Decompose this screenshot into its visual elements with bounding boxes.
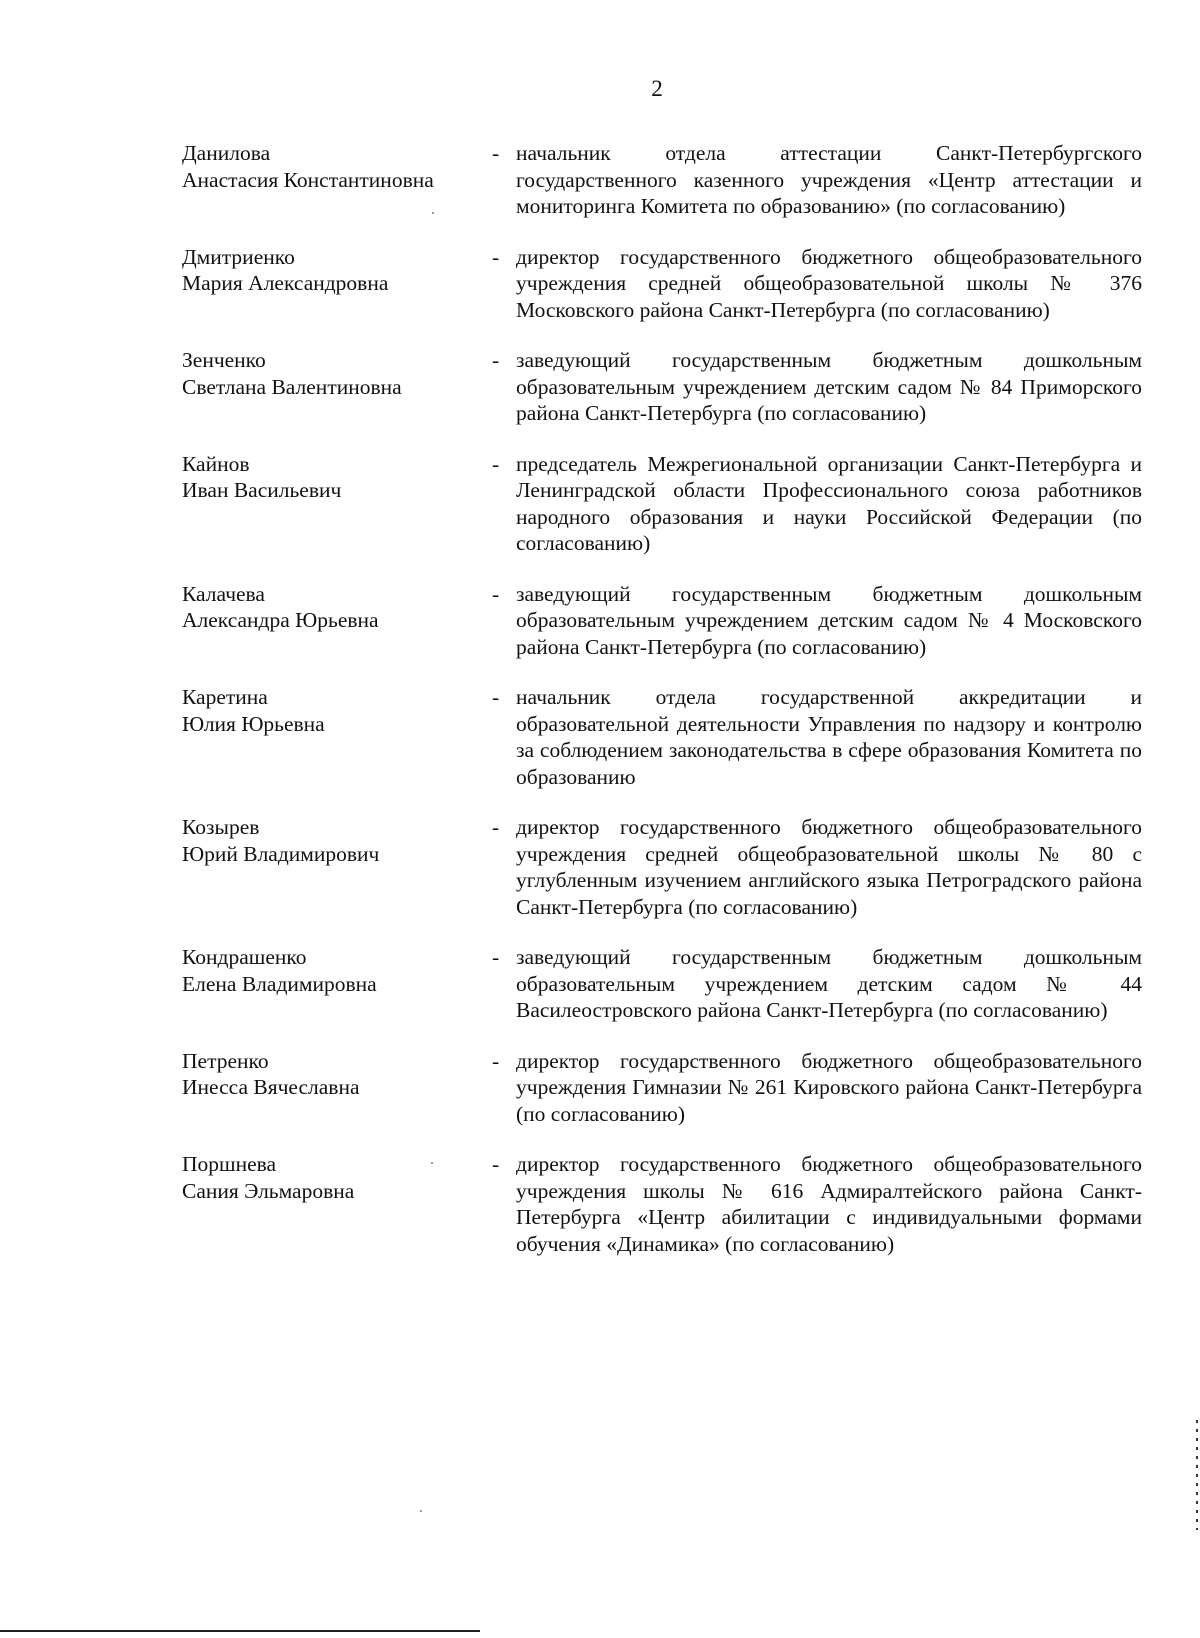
member-given-names: Юрий Владимирович <box>182 841 380 866</box>
scan-speck <box>431 1162 433 1164</box>
member-name <box>182 140 492 193</box>
member-entry <box>182 581 1142 661</box>
member-name <box>182 451 492 504</box>
member-surname: Кондрашенко <box>182 945 307 969</box>
page-number: 2 <box>651 76 663 101</box>
dash-separator: - <box>492 1152 500 1176</box>
dash-separator: - <box>492 348 500 372</box>
dash-separator: - <box>492 815 500 839</box>
dash-separator: - <box>492 945 500 969</box>
dash-separator: - <box>492 244 500 269</box>
member-name <box>182 244 492 297</box>
member-role: председатель Межрегиональной организации Санкт-Петербурга и Ленинградской области Профессионального союза работников народного образования и науки Российской Федерации (по согласованию) <box>516 451 1142 555</box>
dash-separator: - <box>492 685 500 709</box>
member-given-names: Елена Владимировна <box>182 971 377 996</box>
member-given-names: Сания Эльмаровна <box>182 1178 355 1203</box>
dash-separator: - <box>492 581 500 606</box>
member-given-names: Анастасия Константиновна <box>182 167 434 192</box>
member-entry <box>182 684 1142 790</box>
dash-separator: - <box>492 451 500 476</box>
member-name <box>182 814 492 867</box>
member-surname: Калачева <box>182 581 265 606</box>
member-given-names: Юлия Юрьевна <box>182 711 325 736</box>
member-name <box>182 347 492 400</box>
member-entry <box>182 140 1142 220</box>
member-entry <box>182 451 1142 557</box>
member-given-names: Светлана Валентиновна <box>182 374 402 399</box>
member-surname: Зенченко <box>182 348 266 372</box>
scan-speck <box>432 212 434 214</box>
member-name <box>182 944 492 997</box>
member-given-names: Александра Юрьевна <box>182 608 379 632</box>
member-entry <box>182 347 1142 427</box>
member-name <box>182 1048 492 1101</box>
member-surname: Данилова <box>182 141 271 165</box>
member-role: директор государственного бюджетного общеобразовательного учреждения Гимназии № 261 Кировского района Санкт-Петербурга (по согласованию) <box>516 1048 1142 1126</box>
member-name <box>182 1151 492 1204</box>
member-list <box>182 140 1142 1281</box>
member-entry <box>182 944 1142 1024</box>
member-role: директор государственного бюджетного общеобразовательного учреждения школы № 616 Адмиралтейского района Санкт-Петербурга «Центр абилитации с индивидуальными формами обучения «Динамика» (по согласованию) <box>516 1152 1142 1256</box>
member-entry <box>182 1048 1142 1128</box>
member-given-names: Инесса Вячеславна <box>182 1075 360 1099</box>
member-given-names: Иван Васильевич <box>182 478 342 502</box>
member-surname: Поршнева <box>182 1152 277 1176</box>
member-role: заведующий государственным бюджетным дошкольным образовательным учреждением детским садом № 44 Василеостровского района Санкт-Петербурга (по согласованию) <box>516 945 1142 1022</box>
dash-separator: - <box>492 141 500 165</box>
member-surname: Кайнов <box>182 451 250 476</box>
member-entry <box>182 814 1142 920</box>
member-role: директор государственного бюджетного общеобразовательного учреждения средней общеобразовательной школы № 376 Московского района Санкт-Петербурга (по согласованию) <box>516 244 1142 322</box>
member-role: заведующий государственным бюджетным дошкольным образовательным учреждением детским садом № 4 Московского района Санкт-Петербурга (по согласованию) <box>516 581 1142 659</box>
member-given-names: Мария Александровна <box>182 271 389 295</box>
dash-separator: - <box>492 1048 500 1073</box>
scan-speck <box>420 1510 422 1512</box>
member-surname: Петренко <box>182 1048 269 1073</box>
member-surname: Дмитриенко <box>182 244 295 269</box>
member-name <box>182 684 492 737</box>
scan-edge-marks <box>1196 1420 1198 1530</box>
member-surname: Каретина <box>182 685 268 709</box>
member-role: начальник отдела аттестации Санкт-Петербургского государственного казенного учреждения «Центр аттестации и мониторинга Комитета по образованию» (по согласованию) <box>516 141 1142 218</box>
member-role: заведующий государственным бюджетным дошкольным образовательным учреждением детским садом № 84 Приморского района Санкт-Петербурга (по согласованию) <box>516 348 1142 425</box>
member-role: директор государственного бюджетного общеобразовательного учреждения средней общеобразовательной школы № 80 с углубленным изучением английского языка Петроградского района Санкт-Петербурга (по согласованию) <box>516 815 1142 919</box>
scan-edge-line <box>0 1630 480 1632</box>
member-role: начальник отдела государственной аккредитации и образовательной деятельности Управления по надзору и контролю за соблюдением законодательства в сфере образования Комитета по образованию <box>516 685 1142 789</box>
member-surname: Козырев <box>182 815 260 839</box>
member-name <box>182 581 492 634</box>
member-entry <box>182 1151 1142 1257</box>
member-entry <box>182 244 1142 324</box>
